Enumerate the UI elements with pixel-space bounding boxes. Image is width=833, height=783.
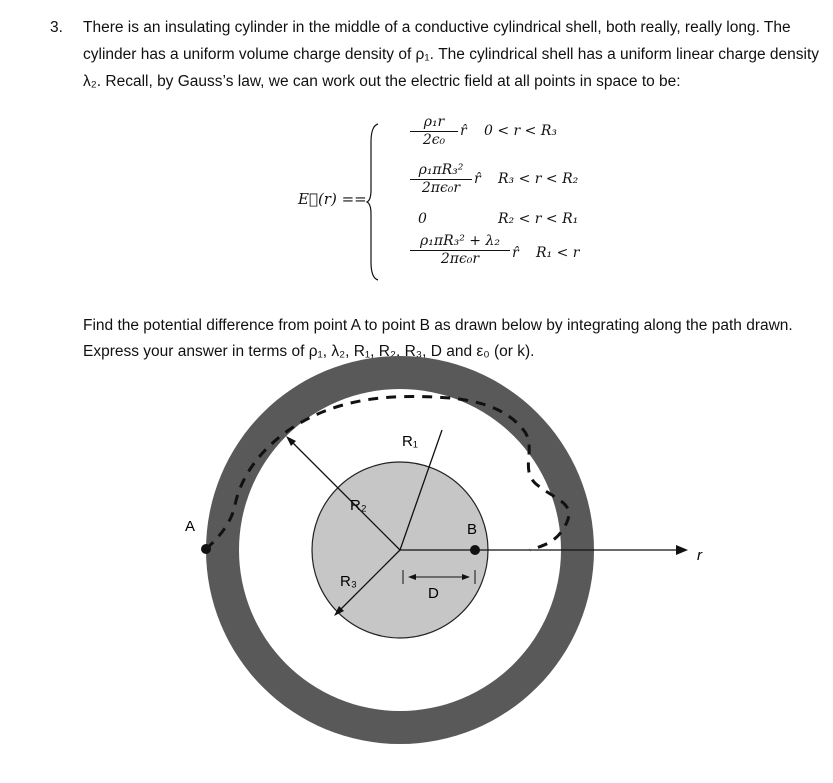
case-1-unit: r̂ bbox=[460, 123, 467, 139]
label-r1: R₁ bbox=[402, 433, 418, 450]
label-distance: D bbox=[428, 585, 439, 602]
case-1-denominator: 2ϵ₀ bbox=[422, 132, 446, 148]
case-1-numerator: ρ₁r bbox=[410, 114, 458, 132]
case-4-unit: r̂ bbox=[512, 245, 519, 261]
label-r-axis: r bbox=[697, 547, 702, 564]
case-4-condition: R₁ < r bbox=[536, 245, 580, 261]
problem-intro: There is an insulating cylinder in the middle of a conductive cylindrical shell, both really, really long. The cylinder has a uniform volume charge density of ρ₁. The cylindrical shell has a uniform linear charge density λ₂. Recall, by Gauss’s law, we can work out the electric field at all points in space to be: bbox=[83, 19, 820, 90]
case-3-value: 0 bbox=[418, 211, 427, 227]
label-point-b: B bbox=[467, 521, 478, 538]
problem-number: 3. bbox=[50, 19, 63, 36]
case-4-numerator: ρ₁πR₃² + λ₂ bbox=[410, 233, 510, 251]
case-2-numerator: ρ₁πR₃² bbox=[410, 162, 472, 180]
case-2-denominator: 2πϵ₀r bbox=[421, 180, 461, 196]
label-r2: R₂ bbox=[350, 497, 367, 514]
case-2-unit: r̂ bbox=[474, 171, 481, 187]
label-point-a: A bbox=[185, 518, 196, 535]
case-4-denominator: 2πϵ₀r bbox=[440, 251, 480, 267]
case-3-condition: R₂ < r < R₁ bbox=[498, 211, 579, 227]
field-lhs: E⃗(r) == bbox=[298, 190, 367, 208]
point-b-dot bbox=[470, 545, 480, 555]
point-a-dot bbox=[201, 544, 211, 554]
case-1-condition: 0 < r < R₃ bbox=[484, 123, 558, 139]
label-r3: R₃ bbox=[340, 573, 357, 590]
problem-task: Find the potential difference from point A to point B as drawn below by integrating along the path drawn. Express your answer in terms of ρ₁, λ₂, R₁, R₂, R₃, D and ε₀ (or k). bbox=[83, 317, 793, 360]
r-axis-arrowhead bbox=[676, 545, 688, 555]
case-2-condition: R₃ < r < R₂ bbox=[498, 171, 579, 187]
